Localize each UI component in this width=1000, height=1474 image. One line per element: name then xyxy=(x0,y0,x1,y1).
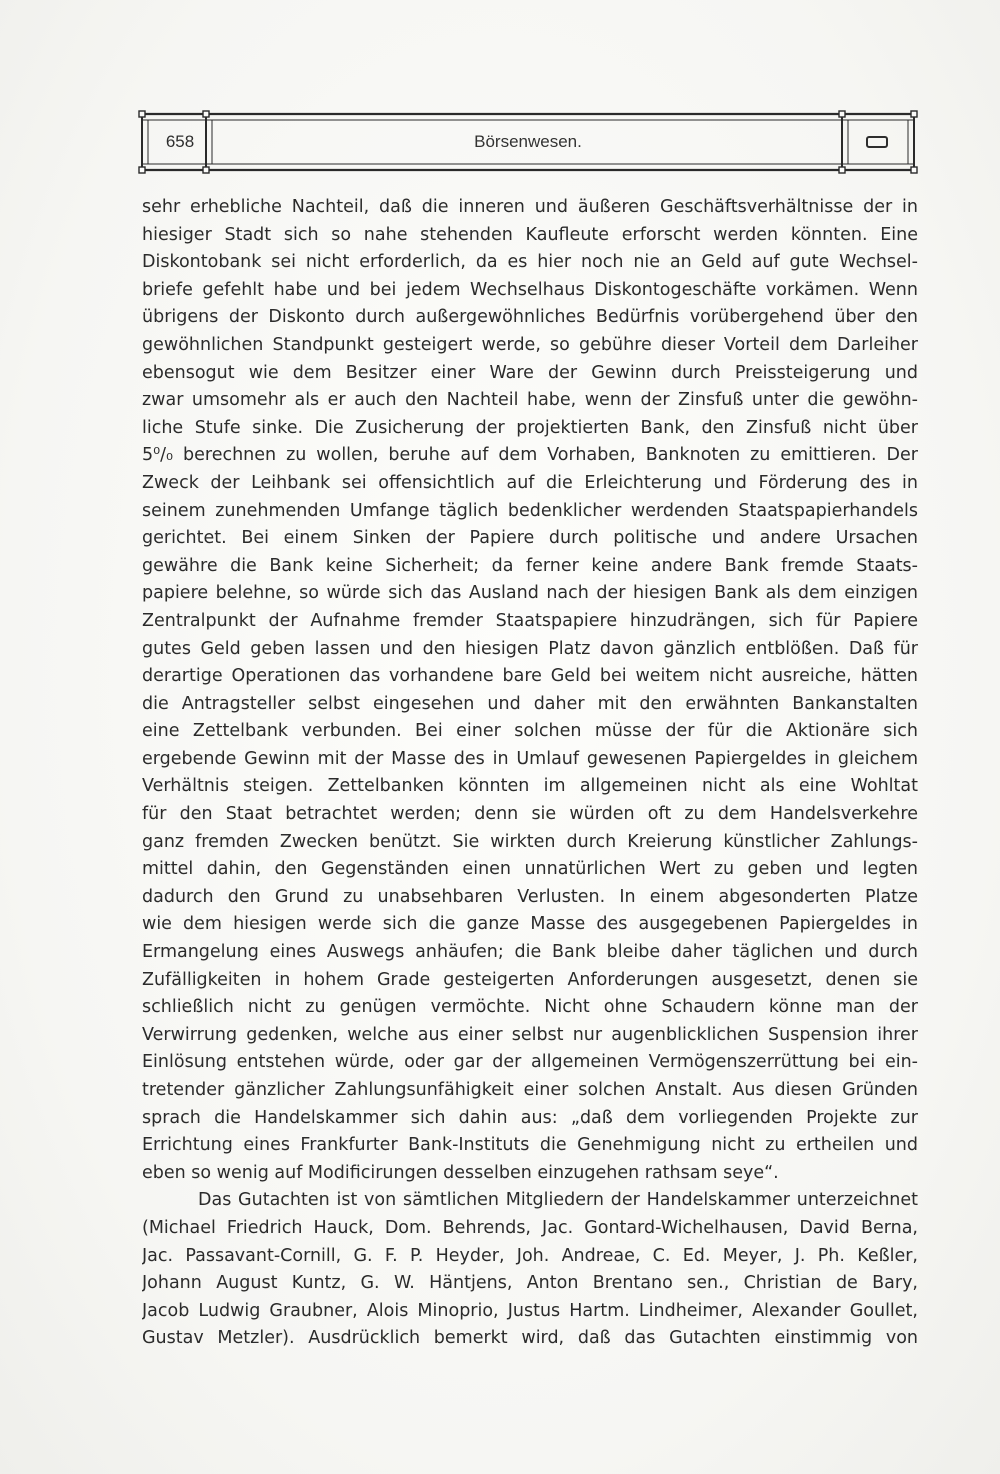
paragraph-end-line: eben so wenig auf Modificirungen desselben einzugehen rathsam seye“. xyxy=(142,1162,779,1183)
text-line: (Michael Friedrich Hauck, Dom. Behrends, Jac. Gontard-Wichelhausen, David Berna, xyxy=(142,1217,918,1238)
text-line: wie dem hiesigen werde sich die ganze Masse des ausgegebenen Papiergeldes in xyxy=(142,914,918,935)
rectangle-ornament-icon xyxy=(866,136,888,148)
text-line: Johann August Kuntz, G. W. Häntjens, Anton Brentano sen., Christian de Bary, xyxy=(142,1273,918,1294)
text-line: Errichtung eines Frankfurter Bank-Instituts die Genehmigung nicht zu ertheilen und xyxy=(142,1135,918,1156)
text-line: übrigens der Diskonto durch außergewöhnliches Bedürfnis vorübergehend über den xyxy=(142,307,918,328)
text-line: zwar umsomehr als er auch den Nachteil habe, wenn der Zinsfuß unter die gewöhn- xyxy=(142,390,918,411)
text-line: seinem zunehmenden Umfange täglich bedenklicher werdenden Staatspapierhandels xyxy=(142,500,918,521)
text-line: ergebende Gewinn mit der Masse des in Umlauf gewesenen Papiergeldes in gleichem xyxy=(142,748,918,769)
paragraph-start-line: Das Gutachten ist von sämtlichen Mitgliedern der Handelskammer unterzeichnet xyxy=(198,1190,918,1211)
running-title: Börsenwesen. xyxy=(474,132,582,151)
text-line: Verwirrung gedenken, welche aus einer selbst nur augenblicklichen Suspension ihrer xyxy=(142,1024,918,1045)
text-line: Einlösung entstehen würde, oder gar der allgemeinen Vermögenszerrüttung bei ein- xyxy=(142,1052,918,1073)
text-line: für den Staat betrachtet werden; denn sie würden oft zu dem Handelsverkehre xyxy=(142,804,918,825)
text-line: briefe gefehlt habe und bei jedem Wechselhaus Diskontogeschäfte vorkämen. Wenn xyxy=(142,279,918,300)
text-line: Zentralpunkt der Aufnahme fremder Staatspapiere hinzudrängen, sich für Papiere xyxy=(142,610,918,631)
page-header xyxy=(138,110,918,174)
text-line: Verhältnis steigen. Zettelbanken könnten im allgemeinen nicht als eine Wohltat xyxy=(142,776,918,797)
text-line: gutes Geld geben lassen und den hiesigen Platz davon gänzlich entblößen. Daß für xyxy=(142,638,918,659)
text-line: eine Zettelbank verbunden. Bei einer solchen müsse der für die Aktionäre sich xyxy=(142,721,918,742)
page-number: 658 xyxy=(165,132,195,151)
text-line: hiesiger Stadt sich so nahe stehenden Kaufleute erforscht werden könnten. Eine xyxy=(142,224,918,245)
text-line: schließlich nicht zu genügen vermöchte. Nicht ohne Schaudern könne man der xyxy=(142,997,918,1018)
text-line: gerichtet. Bei einem Sinken der Papiere durch politische und andere Ursachen xyxy=(142,528,918,549)
text-line: Ermangelung eines Auswegs anhäufen; die Bank bleibe daher täglichen und durch xyxy=(142,942,918,963)
body-text xyxy=(142,194,918,1353)
text-line: sehr erhebliche Nachteil, daß die inneren und äußeren Geschäftsverhältnisse der in xyxy=(142,197,918,217)
text-line: 5⁰/₀ berechnen zu wollen, beruhe auf dem Vorhaben, Banknoten zu emittieren. Der xyxy=(142,445,918,466)
text-line: Diskontobank sei nicht erforderlich, da es hier noch nie an Geld auf gute Wechsel- xyxy=(142,252,918,273)
text-line: dadurch den Grund zu unabsehbaren Verlusten. In einem abgesonderten Platze xyxy=(142,886,918,907)
text-line: sprach die Handelskammer sich dahin aus: „daß dem vorliegenden Projekte zur xyxy=(142,1107,918,1128)
text-line: papiere belehne, so würde sich das Ausland nach der hiesigen Bank als dem einzigen xyxy=(142,583,918,604)
text-line: liche Stufe sinke. Die Zusicherung der projektierten Bank, den Zinsfuß nicht über xyxy=(142,417,918,438)
text-line: gewähre die Bank keine Sicherheit; da ferner keine andere Bank fremde Staats- xyxy=(142,555,918,576)
text-line: die Antragsteller selbst eingesehen und daher mit den erwähnten Bankanstalten xyxy=(142,693,918,714)
text-line: derartige Operationen das vorhandene bare Geld bei weitem nicht ausreiche, hätten xyxy=(142,666,918,687)
text-line: tretender gänzlicher Zahlungsunfähigkeit einer solchen Anstalt. Aus diesen Gründen xyxy=(142,1080,918,1100)
text-line: ganz fremden Zwecken benützt. Sie wirkten durch Kreierung künstlicher Zahlungs- xyxy=(142,831,918,852)
text-line: ebensogut wie dem Besitzer einer Ware der Gewinn durch Preissteigerung und xyxy=(142,362,918,383)
text-line: mittel dahin, den Gegenständen einen unnatürlichen Wert zu geben und legten xyxy=(142,859,918,880)
text-line: Zufälligkeiten in hohem Grade gesteigerten Anforderungen ausgesetzt, denen sie xyxy=(142,969,918,990)
text-line: Zweck der Leihbank sei offensichtlich auf die Erleichterung und Förderung des in xyxy=(142,472,918,493)
text-line: gewöhnlichen Standpunkt gesteigert werde, so gebühre dieser Vorteil dem Darleiher xyxy=(142,334,918,355)
text-line: Jacob Ludwig Graubner, Alois Minoprio, Justus Hartm. Lindheimer, Alexander Goullet, xyxy=(142,1300,918,1321)
text-line: Jac. Passavant-Cornill, G. F. P. Heyder, Joh. Andreae, C. Ed. Meyer, J. Ph. Keßler, xyxy=(142,1245,918,1266)
text-line: Gustav Metzler). Ausdrücklich bemerkt wird, daß das Gutachten einstimmig von xyxy=(142,1328,918,1349)
